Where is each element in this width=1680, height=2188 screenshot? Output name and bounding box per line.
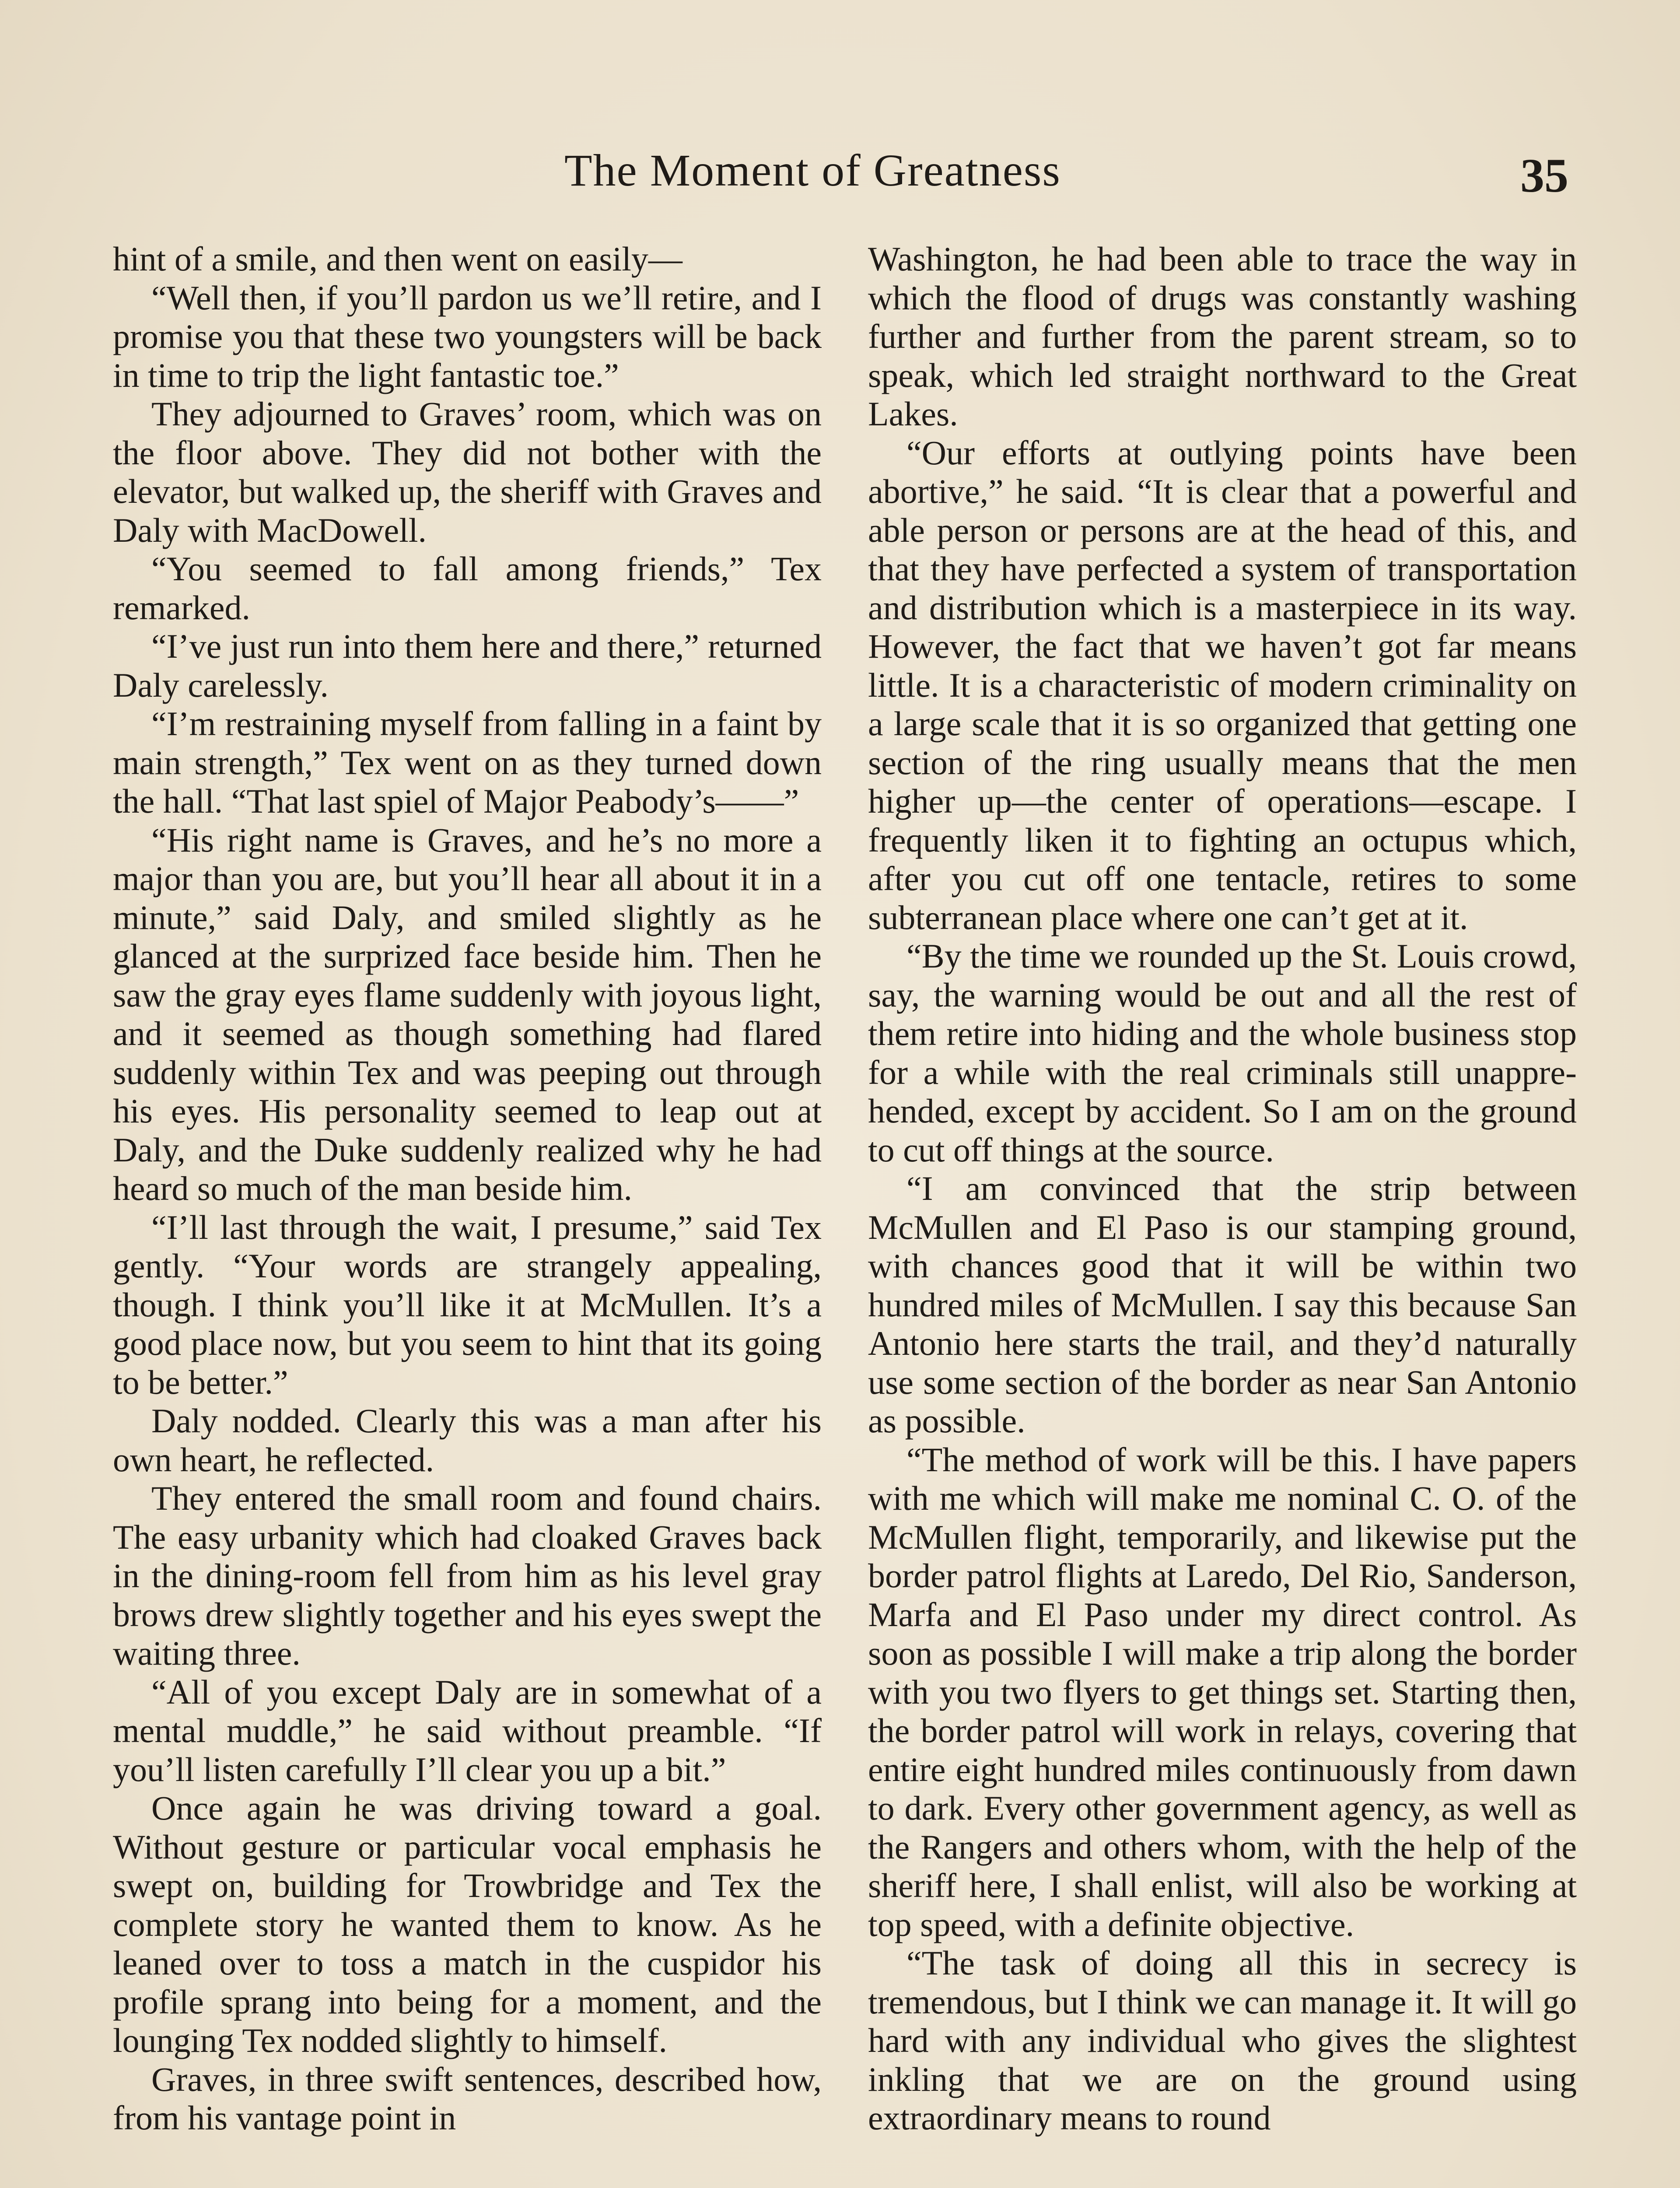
running-title: The Moment of Greatness: [564, 145, 1061, 196]
paragraph: They entered the small room and found chairs. The easy urbanity which had cloaked Graves back in the dining-room fell from him as his level gray brows drew slightly together and his eyes swept the waiting three.: [113, 1479, 822, 1672]
paragraph: “Well then, if you’ll pardon us we’ll retire, and I promise you that these two youngsters will be back in time to trip the light fantastic toe.”: [113, 278, 822, 394]
paragraph: hint of a smile, and then went on easily—: [113, 240, 682, 278]
paragraph: “By the time we rounded up the St. Louis crowd, say, the warning would be out and all the rest of them retire into hiding and the whole business stop for a while with the real criminals still unapprehended, except by accident. So I am on the ground to cut off things at the source.: [868, 937, 1577, 1169]
paragraph: “His right name is Graves, and he’s no more a major than you are, but you’ll hear all about it in a minute,” said Daly, and smiled slightly as he glanced at the surprized face beside him. Then he saw the gray eyes flame suddenly with joyous light, and it seemed as though something had flared suddenly within Tex and was peeping out through his eyes. His personality seemed to leap out at Daly, and the Duke suddenly realized why he had heard so much of the man beside him.: [113, 820, 822, 1207]
left-column: [113, 240, 822, 2138]
paragraph: “The task of doing all this in secrecy is tremendous, but I think we can manage it. It will go hard with any individual who gives the slightest inkling that we are on the ground using extraordinary means to round: [868, 1944, 1577, 2137]
paragraph: They adjourned to Graves’ room, which was on the floor above. They did not bother with the elevator, but walked up, the sheriff with Graves and Daly with MacDowell.: [113, 395, 822, 549]
paragraph: “The method of work will be this. I have papers with me which will make me nominal C. O. of the McMullen flight, temporarily, and likewise put the border patrol flights at Laredo, Del Rio, Sanderson, Marfa and El Paso under my direct control. As soon as possible I will make a trip along the border with you two flyers to get things set. Starting then, the border patrol will work in relays, covering that entire eight hundred miles continuously from dawn to dark. Every other government agency, as well as the Rangers and others whom, with the help of the sheriff here, I shall enlist, will also be working at top speed, with a definite objective.: [868, 1440, 1577, 1943]
paragraph: “All of you except Daly are in somewhat of a mental muddle,” he said without preamble. “If you’ll listen carefully I’ll clear you up a bit.”: [113, 1673, 822, 1788]
page-header: [0, 144, 1680, 206]
paragraph: “I’m restraining myself from falling in a faint by main strength,” Tex went on as they turned down the hall. “That last spiel of Major Peabody’s——”: [113, 705, 822, 820]
paragraph: “I’ve just run into them here and there,” returned Daly carelessly.: [113, 627, 822, 704]
right-column: [868, 240, 1577, 2138]
paragraph: “Our efforts at outlying points have been abortive,” he said. “It is clear that a powerful and able person or persons are at the head of this, and that they have perfected a system of transportation and distribution which is a masterpiece in its way. However, the fact that we haven’t got far means little. It is a characteristic of modern criminality on a large scale that it is so organized that getting one section of the ring usually means that the men higher up—the center of operations—escape. I frequently liken it to fighting an octupus which, after you cut off one tentacle, retires to some subterranean place where one can’t get at it.: [868, 433, 1577, 936]
paragraph: “You seemed to fall among friends,” Tex remarked.: [113, 550, 822, 627]
paragraph: Once again he was driving toward a goal. Without gesture or particular vocal emphasis he swept on, building for Trowbridge and Tex the complete story he wanted them to know. As he leaned over to toss a match in the cuspidor his profile sprang into being for a moment, and the lounging Tex nodded slightly to himself.: [113, 1789, 822, 2059]
paragraph: “I’ll last through the wait, I presume,” said Tex gently. “Your words are strangely appealing, though. I think you’ll like it at McMullen. It’s a good place now, but you seem to hint that its going to be better.”: [113, 1208, 822, 1401]
paragraph: “I am convinced that the strip between McMullen and El Paso is our stamping ground, with chances good that it will be within two hundred miles of McMullen. I say this because San Antonio here starts the trail, and they’d naturally use some section of the border as near San Antonio as possible.: [868, 1169, 1577, 1440]
page-number: 35: [1520, 149, 1568, 202]
paragraph: Daly nodded. Clearly this was a man after his own heart, he reflected.: [113, 1402, 822, 1479]
paragraph: Graves, in three swift sentences, described how, from his vantage point in: [113, 2060, 822, 2137]
paragraph: Washington, he had been able to trace the way in which the flood of drugs was constantly washing further and further from the parent stream, so to speak, which led straight northward to the Great Lakes.: [868, 240, 1577, 433]
